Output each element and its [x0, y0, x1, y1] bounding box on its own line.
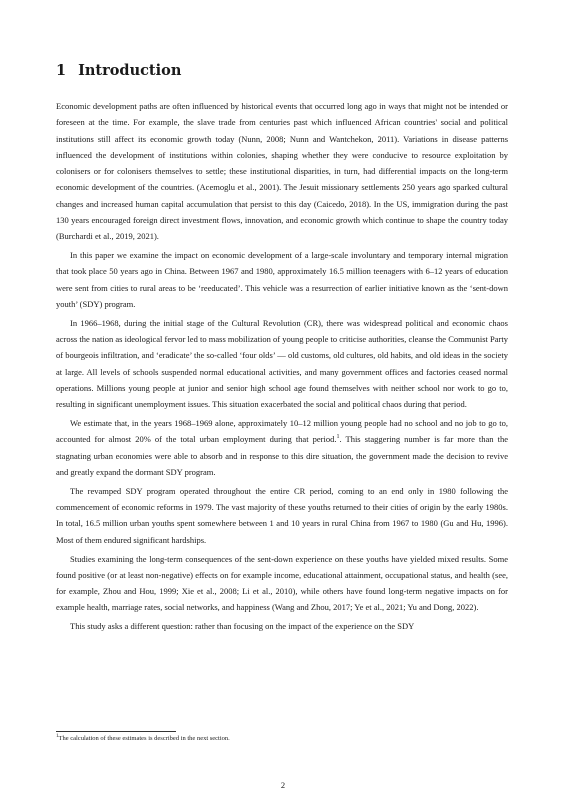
footnote-number: 1 [56, 734, 59, 739]
page-number: 2 [280, 780, 286, 790]
paragraph: In this paper we examine the impact on economic development of a large-scale involuntary and temporary internal migration that took place 50 years ago in China. Between 1967 and 1980, approximately 16.5 million teenagers with 6–12 years of education were sent from cities to rural areas to be ‘reeducated’. This vehicle was a resurrection of earlier initiative known as the ‘sent-down youth’ (SDY) program. [56, 250, 508, 310]
footnote-mark[interactable]: 1 [336, 434, 340, 441]
paragraph-text-continued: . This staggering number is far more than the stagnating urban economies were able to absorb and in response to this dire situation, the government made the decision to revive and greatly expand the dormant SDY program. [56, 434, 508, 478]
paragraph: This study asks a different question: rather than focusing on the impact of the experience on the SDY [70, 621, 415, 632]
footnote-text: The calculation of these estimates is described in the next section. [58, 735, 230, 742]
footnote [56, 734, 508, 743]
paragraph: The revamped SDY program operated throughout the entire CR period, coming to an end only in 1980 following the commencement of economic reforms in 1979. The vast majority of these youths returned to their cities of origin by the early 1980s. In total, 16.5 million urban youths spent somewhere between 1 and 10 years in rural China from 1967 to 1980 (Gu and Hu, 1996). Most of them endured significant hardships. [56, 485, 508, 545]
paragraph: In 1966–1968, during the initial stage of the Cultural Revolution (CR), there was widespread political and economic chaos across the nation as ideological fervor led to mass mobilization of young people to criticise authorities, cleanse the Communist Party of bourgeois infiltration, and ‘eradicate’ the so-called ‘four olds’ — old customs, old cultures, old habits, and old ideas in the society at large. All levels of schools suspended normal educational activities, and many government offices and factories ceased normal operations. Millions young people at junior and senior high school age found themselves with neither school nor work to go to, resulting in significant unemployment issues. This situation exacerbated the social and political chaos during that period. [56, 317, 508, 410]
section-number: 1 [56, 62, 67, 79]
section-heading [56, 62, 181, 79]
footnote-divider [56, 731, 176, 732]
body-text [56, 98, 508, 635]
section-title: Introduction [78, 62, 182, 79]
paragraph [56, 415, 508, 480]
paragraph: Economic development paths are often influenced by historical events that occurred long ago in ways that might not be intended or foreseen at the time. For example, the slave trade from centuries past which influenced African countries' social and political institutions still affect its economic growth today (Nunn, 2008; Nunn and Wantchekon, 2011). Variations in disease patterns influenced the development of institutions within colonies, shaping whether they were conducive to resource exploitation by colonisers or for colonisers themselves to settle; these institutional disparities, in turn, had differential impacts on the long-term economic development of the countries. (Acemoglu et al., 2001). The Jesuit missionary settlements 250 years ago sparked cultural changes and increased human capital accumulation that persist to this day (Caicedo, 2018). In the US, immigration during the past 130 years encouraged foreign direct investment flows, innovation, and economic growth which continue to shape the country today (Burchardi et al., 2019, 2021). [56, 101, 508, 242]
paragraph: Studies examining the long-term consequences of the sent-down experience on these youths have yielded mixed results. Some found positive (or at least non-negative) effects on for example income, educational attainment, occupational status, and health (see, for example, Zhou and Hou, 1999; Xie et al., 2008; Li et al., 2010), while others have found long-term negative impacts on for example health, marriage rates, social networks, and happiness (Wang and Zhou, 2017; Ye et al., 2021; Yu and Dong, 2022). [56, 553, 508, 613]
paragraph-text: We estimate that, in the years 1968–1969 alone, approximately 10–12 million young people had no school and no job to go to, accounted for almost 20% of the total urban employment during that period. [56, 418, 508, 445]
